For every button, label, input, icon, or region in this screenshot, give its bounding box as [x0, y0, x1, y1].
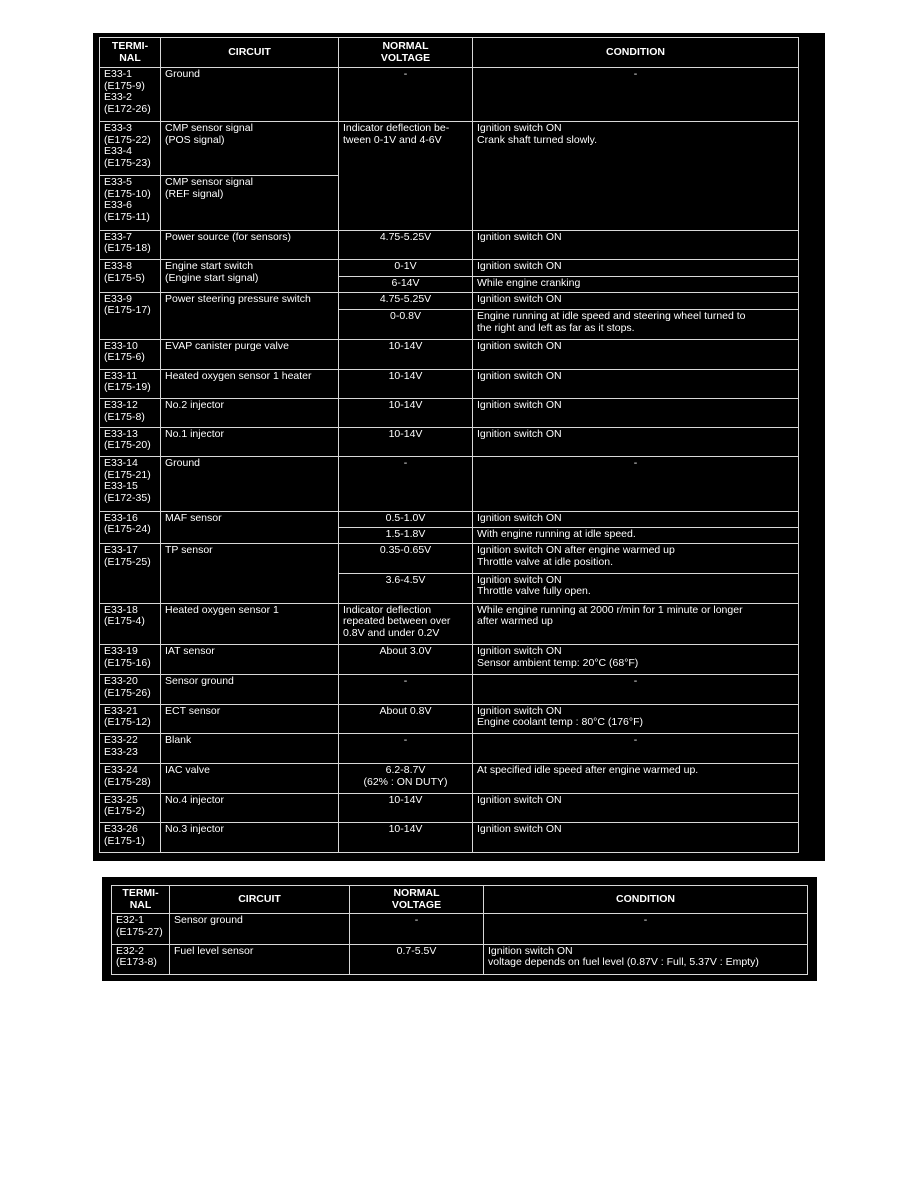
header-circuit: CIRCUIT — [170, 886, 350, 914]
circuit-cell: IAT sensor — [161, 645, 339, 675]
voltage-cell: - — [339, 457, 473, 511]
terminal-cell: E33-13 (E175-20) — [100, 427, 161, 457]
terminal-cell: E33-7 (E175-18) — [100, 230, 161, 260]
table-row — [100, 793, 799, 823]
table-row — [100, 704, 799, 734]
header-condition: CONDITION — [473, 38, 799, 68]
header-terminal: TERMI- NAL — [100, 38, 161, 68]
condition-cell: - — [484, 914, 808, 945]
circuit-cell: Ground — [161, 68, 339, 122]
condition-cell: Ignition switch ON Throttle valve fully open. — [473, 573, 799, 603]
terminal-cell: E33-22 E33-23 — [100, 734, 161, 764]
terminal-cell: E33-9 (E175-17) — [100, 292, 161, 339]
table-row — [100, 603, 799, 645]
table-row — [100, 511, 799, 527]
terminal-cell: E33-21 (E175-12) — [100, 704, 161, 734]
table-row — [100, 675, 799, 705]
terminal-cell: E33-20 (E175-26) — [100, 675, 161, 705]
table-row — [112, 914, 808, 945]
condition-cell: Ignition switch ON — [473, 260, 799, 276]
condition-cell: Engine running at idle speed and steering wheel turned to the right and left as far as it stops. — [473, 310, 799, 340]
circuit-cell: CMP sensor signal (POS signal) — [161, 122, 339, 176]
condition-cell: Ignition switch ON — [473, 793, 799, 823]
condition-cell: At specified idle speed after engine warmed up. — [473, 764, 799, 794]
table-header-row — [112, 886, 808, 914]
terminal-cell: E33-12 (E175-8) — [100, 399, 161, 428]
circuit-cell: No.2 injector — [161, 399, 339, 428]
condition-cell: Ignition switch ON — [473, 427, 799, 457]
table-row — [100, 369, 799, 399]
table-row — [100, 122, 799, 176]
table-row — [100, 764, 799, 794]
voltage-cell: 6-14V — [339, 276, 473, 292]
table-row — [112, 944, 808, 975]
terminal-cell: E33-5 (E175-10) E33-6 (E175-11) — [100, 176, 161, 230]
voltage-cell: 4.75-5.25V — [339, 292, 473, 309]
terminal-cell: E33-24 (E175-28) — [100, 764, 161, 794]
circuit-cell: Engine start switch (Engine start signal) — [161, 260, 339, 293]
voltage-cell: 10-14V — [339, 369, 473, 399]
voltage-cell: 0.7-5.5V — [350, 944, 484, 975]
table-row — [100, 544, 799, 574]
voltage-cell: - — [339, 68, 473, 122]
condition-cell: Ignition switch ON — [473, 823, 799, 853]
header-circuit: CIRCUIT — [161, 38, 339, 68]
terminal-table-1-panel — [93, 33, 825, 861]
table-row — [100, 339, 799, 369]
terminal-cell: E32-2 (E173-8) — [112, 944, 170, 975]
circuit-cell: No.1 injector — [161, 427, 339, 457]
circuit-cell: No.3 injector — [161, 823, 339, 853]
table-header-row — [100, 38, 799, 68]
table-row — [100, 457, 799, 511]
voltage-cell: 6.2-8.7V (62% : ON DUTY) — [339, 764, 473, 794]
voltage-cell: Indicator deflection repeated between over 0.8V and under 0.2V — [339, 603, 473, 645]
condition-cell: Ignition switch ON — [473, 399, 799, 428]
condition-cell: Ignition switch ON — [473, 292, 799, 309]
voltage-cell: Indicator deflection be- tween 0-1V and 4-6V — [339, 122, 473, 230]
header-condition: CONDITION — [484, 886, 808, 914]
circuit-cell: CMP sensor signal (REF signal) — [161, 176, 339, 230]
voltage-cell: 1.5-1.8V — [339, 527, 473, 543]
condition-cell: Ignition switch ON after engine warmed up Throttle valve at idle position. — [473, 544, 799, 574]
circuit-cell: Sensor ground — [170, 914, 350, 945]
voltage-cell: 10-14V — [339, 427, 473, 457]
voltage-cell: 0.5-1.0V — [339, 511, 473, 527]
terminal-cell: E33-19 (E175-16) — [100, 645, 161, 675]
condition-cell: While engine running at 2000 r/min for 1 minute or longer after warmed up — [473, 603, 799, 645]
voltage-cell: 0-0.8V — [339, 310, 473, 340]
condition-cell: - — [473, 734, 799, 764]
voltage-cell: About 0.8V — [339, 704, 473, 734]
condition-cell: Ignition switch ON Engine coolant temp : 80°C (176°F) — [473, 704, 799, 734]
circuit-cell: Heated oxygen sensor 1 — [161, 603, 339, 645]
terminal-cell: E33-8 (E175-5) — [100, 260, 161, 293]
circuit-cell: Blank — [161, 734, 339, 764]
terminal-cell: E33-25 (E175-2) — [100, 793, 161, 823]
circuit-cell: Fuel level sensor — [170, 944, 350, 975]
voltage-cell: 0.35-0.65V — [339, 544, 473, 574]
circuit-cell: Power steering pressure switch — [161, 292, 339, 339]
condition-cell: Ignition switch ON Sensor ambient temp: 20°C (68°F) — [473, 645, 799, 675]
circuit-cell: Ground — [161, 457, 339, 511]
table-row — [100, 292, 799, 309]
terminal-cell: E33-16 (E175-24) — [100, 511, 161, 544]
circuit-cell: IAC valve — [161, 764, 339, 794]
condition-cell: Ignition switch ON — [473, 511, 799, 527]
table-row — [100, 68, 799, 122]
voltage-cell: 4.75-5.25V — [339, 230, 473, 260]
terminal-table-1 — [99, 37, 799, 853]
terminal-table-2-panel — [102, 877, 817, 981]
condition-cell: Ignition switch ON Crank shaft turned slowly. — [473, 122, 799, 230]
terminal-cell: E32-1 (E175-27) — [112, 914, 170, 945]
voltage-cell: - — [339, 675, 473, 705]
voltage-cell: 10-14V — [339, 339, 473, 369]
voltage-cell: About 3.0V — [339, 645, 473, 675]
condition-cell: While engine cranking — [473, 276, 799, 292]
terminal-cell: E33-17 (E175-25) — [100, 544, 161, 603]
circuit-cell: Heated oxygen sensor 1 heater — [161, 369, 339, 399]
circuit-cell: TP sensor — [161, 544, 339, 603]
voltage-cell: 10-14V — [339, 793, 473, 823]
circuit-cell: No.4 injector — [161, 793, 339, 823]
table-row — [100, 230, 799, 260]
header-terminal: TERMI- NAL — [112, 886, 170, 914]
table-row — [100, 645, 799, 675]
condition-cell: Ignition switch ON — [473, 369, 799, 399]
circuit-cell: Power source (for sensors) — [161, 230, 339, 260]
header-voltage: NORMAL VOLTAGE — [339, 38, 473, 68]
voltage-cell: 10-14V — [339, 399, 473, 428]
terminal-cell: E33-14 (E175-21) E33-15 (E172-35) — [100, 457, 161, 511]
terminal-cell: E33-26 (E175-1) — [100, 823, 161, 853]
table-row — [100, 399, 799, 428]
condition-cell: Ignition switch ON — [473, 339, 799, 369]
circuit-cell: EVAP canister purge valve — [161, 339, 339, 369]
voltage-cell: 3.6-4.5V — [339, 573, 473, 603]
table-row — [100, 823, 799, 853]
condition-cell: - — [473, 68, 799, 122]
table-row — [100, 260, 799, 276]
table-row — [100, 734, 799, 764]
voltage-cell: 10-14V — [339, 823, 473, 853]
terminal-cell: E33-10 (E175-6) — [100, 339, 161, 369]
condition-cell: - — [473, 675, 799, 705]
condition-cell: With engine running at idle speed. — [473, 527, 799, 543]
header-voltage: NORMAL VOLTAGE — [350, 886, 484, 914]
terminal-cell: E33-3 (E175-22) E33-4 (E175-23) — [100, 122, 161, 176]
voltage-cell: 0-1V — [339, 260, 473, 276]
condition-cell: Ignition switch ON — [473, 230, 799, 260]
circuit-cell: ECT sensor — [161, 704, 339, 734]
terminal-table-2 — [111, 885, 808, 975]
condition-cell: Ignition switch ON voltage depends on fuel level (0.87V : Full, 5.37V : Empty) — [484, 944, 808, 975]
condition-cell: - — [473, 457, 799, 511]
table-row — [100, 427, 799, 457]
terminal-cell: E33-1 (E175-9) E33-2 (E172-26) — [100, 68, 161, 122]
circuit-cell: MAF sensor — [161, 511, 339, 544]
terminal-cell: E33-11 (E175-19) — [100, 369, 161, 399]
voltage-cell: - — [339, 734, 473, 764]
voltage-cell: - — [350, 914, 484, 945]
terminal-cell: E33-18 (E175-4) — [100, 603, 161, 645]
circuit-cell: Sensor ground — [161, 675, 339, 705]
